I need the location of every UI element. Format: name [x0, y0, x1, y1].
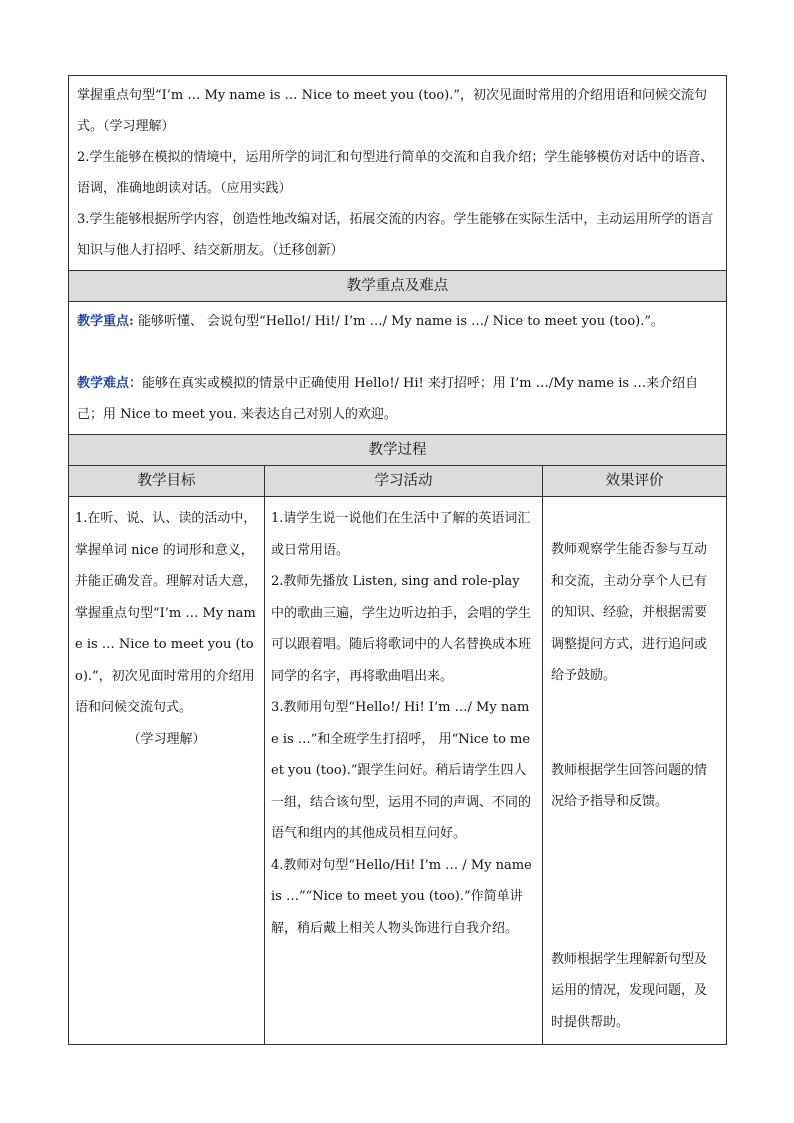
column-header-goal: 教学目标 [69, 466, 265, 497]
key-point [77, 306, 718, 337]
objective-line-3: 3.学生能够根据所学内容，创造性地改编对话，拓展交流的内容。学生能够在实际生活中，主动运用所学的语言知识与他人打招呼、结交新朋友。（迁移创新） [77, 212, 714, 258]
goal-cell [69, 497, 265, 1045]
evaluation-cell [543, 497, 727, 1045]
difficult-point-text: 能够在真实或模拟的情景中正确使用 Hello!/ Hi! 来打招呼；用 I’m …/My name is …来介绍自己；用 Nice to meet you. 来表达自己对别人的欢迎。 [77, 376, 699, 422]
evaluation-item: 教师观察学生能否参与互动和交流，主动分享个人已有的知识、经验，并根据需要调整提问方式，进行追问或给予鼓励。 [551, 542, 708, 683]
difficult-point-label: 教学难点： [77, 376, 143, 391]
column-header-activity: 学习活动 [265, 466, 543, 497]
goal-text: 1.在听、说、认、读的活动中，掌握单词 nice 的词形和意义，并能正确发音。理解对话大意，掌握重点句型“I’m … My name is … Nice to meet you (too).”，初次见面时常用的介绍用语和问候交流句式。 [75, 511, 258, 715]
objective-line-1: 掌握重点句型“I’m … My name is … Nice to meet you (too).”，初次见面时常用的介绍用语和问候交流句式。（学习理解） [77, 88, 708, 134]
process-header-row [69, 435, 727, 466]
activity-item: 4.教师对句型“Hello/Hi! I’m … / My name is …”“Nice to meet you (too).”作简单讲解，稍后戴上相关人物头饰进行自我介绍。 [271, 857, 532, 936]
activity-item: 3.教师用句型“Hello!/ Hi! I’m …/ My name is …”和全班学生打招呼， 用“Nice to meet you (too).”跟学生问好。稍后请学生四人一组，结合该句型，运用不同的声调、不同的语气和组内的其他成员相互问好。 [271, 700, 532, 841]
key-point-label: 教学重点: [77, 314, 134, 329]
objectives-cell [69, 76, 727, 271]
spacer [551, 692, 718, 755]
column-header-row [69, 466, 727, 497]
difficult-point [77, 368, 718, 430]
spacer [551, 503, 718, 534]
focus-header: 教学重点及难点 [69, 271, 727, 302]
process-body-row [69, 497, 727, 1045]
lesson-plan-table [68, 75, 727, 1045]
evaluation-item: 教师根据学生回答问题的情况给予指导和反馈。 [551, 762, 708, 809]
spacer [551, 818, 718, 944]
activity-item: 1.请学生说一说他们在生活中了解的英语词汇或日常用语。 [271, 511, 531, 558]
evaluation-item: 教师根据学生理解新句型及运用的情况，发现问题，及时提供帮助。 [551, 951, 708, 1030]
objective-line-2: 2.学生能够在模拟的情境中，运用所学的词汇和句型进行简单的交流和自我介绍；学生能够模仿对话中的语音、语调，准确地朗读对话。（应用实践） [77, 150, 714, 196]
goal-tag: （学习理解） [127, 731, 206, 747]
key-point-text: 能够听懂、 会说句型“Hello!/ Hi!/ I’m …/ My name is …/ Nice to meet you (too).”。 [133, 314, 665, 329]
column-header-evaluation: 效果评价 [543, 466, 727, 497]
focus-header-row [69, 271, 727, 302]
objectives-row [69, 76, 727, 271]
activity-cell [265, 497, 543, 1045]
focus-row [69, 302, 727, 435]
focus-cell [69, 302, 727, 435]
process-header: 教学过程 [69, 435, 727, 466]
spacer [77, 337, 718, 368]
activity-item: 2.教师先播放 Listen, sing and role-play 中的歌曲三遍，学生边听边拍手，会唱的学生可以跟着唱。随后将歌词中的人名替换成本班同学的名字，再将歌曲唱出来。 [271, 574, 532, 684]
